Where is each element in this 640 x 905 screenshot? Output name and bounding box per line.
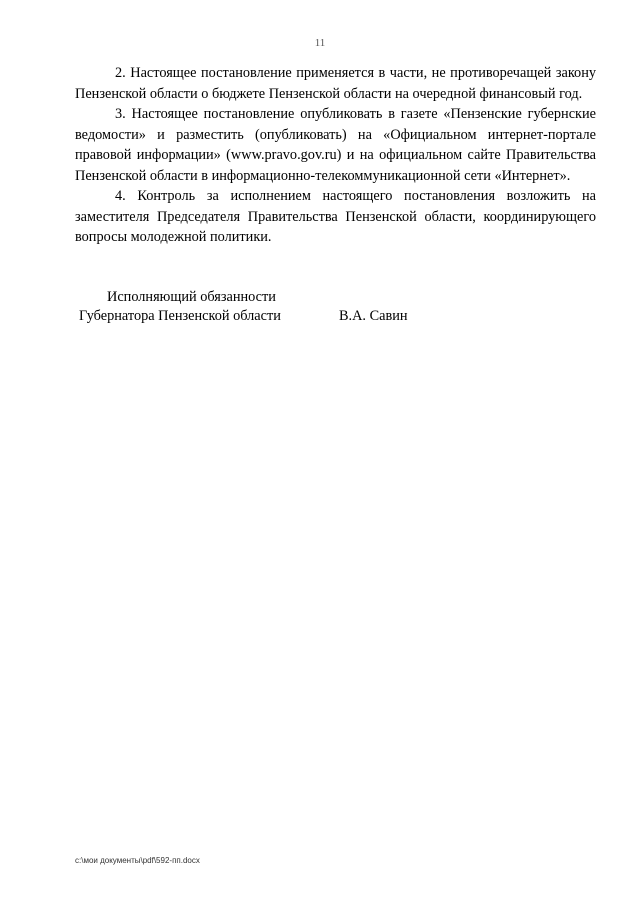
paragraph-2: 2. Настоящее постановление применяется в части, не противоречащей закону Пензенской области о бюджете Пензенской области на очередной финансовый год. xyxy=(75,65,596,102)
signatory-name: В.А. Савин xyxy=(339,308,408,324)
document-body xyxy=(75,63,596,248)
footer-file-path: c:\мои документы\pdf\592-пп.docx xyxy=(75,856,200,865)
paragraph-3: 3. Настоящее постановление опубликовать в газете «Пензенские губернские ведомости» и разместить (опубликовать) на «Официальном интернет-портале правовой информации» (www.pravo.gov.ru) и на официальном сайте Правительства Пензенской области в информационно-телекоммуникационной сети «Интернет». xyxy=(75,106,596,184)
paragraph-4: 4. Контроль за исполнением настоящего постановления возложить на заместителя Председателя Правительства Пензенской области, координирующего вопросы молодежной политики. xyxy=(75,188,596,245)
signatory-title-line2: Губернатора Пензенской области xyxy=(79,308,281,324)
signatory-title-line1: Исполняющий обязанности xyxy=(107,289,276,305)
page-number: 11 xyxy=(314,37,326,49)
